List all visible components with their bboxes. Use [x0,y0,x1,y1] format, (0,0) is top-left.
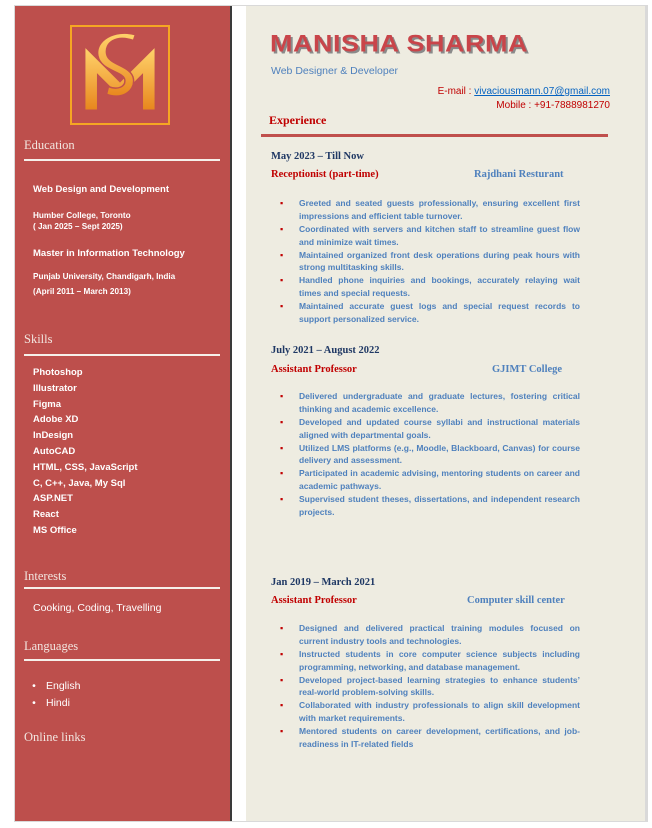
bullet-icon: ▪ [280,674,284,685]
education-school-1: Humber College, Toronto [33,211,131,220]
job-duty-text: Instructed students in core computer science subjects including programming, networking, and database management. [299,648,580,672]
candidate-title: Web Designer & Developer [271,65,399,77]
education-rule [24,159,220,161]
job-dates: July 2021 – August 2022 [271,345,380,356]
job-duties-list [280,390,580,519]
job-duty [280,249,580,275]
skill-item: AutoCAD [33,445,76,457]
bullet-icon: ▪ [280,391,284,401]
job-duties-list [280,622,580,751]
job-duty-text: Greeted and seated guests professionally, ensuring excellent first impressions and efficient table turnover. [299,198,580,221]
languages-heading: Languages [24,639,79,653]
job-duty [280,699,580,725]
job-duty-text: Mentored students on career development, certifications, and job-readiness in IT-related fields [299,726,580,749]
skill-item: MS Office [33,524,77,536]
job-duty [280,648,580,674]
bullet-icon: ▪ [280,223,284,234]
education-degree-1: Web Design and Development [33,184,170,195]
job-duty-text: Maintained accurate guest logs and special request records to support personalized service. [299,301,580,324]
email-line [438,86,610,97]
main-content [246,6,645,821]
skill-item: Adobe XD [33,414,79,426]
bullet-icon: ▪ [280,442,284,453]
skill-item: ASP.NET [33,493,73,505]
job-organization: GJIMT College [492,364,563,375]
bullet-icon: ▪ [280,700,284,711]
language-item [29,695,80,712]
job-duty-text: Supervised student theses, dissertations, and independent research projects. [299,494,580,517]
skill-item: React [33,509,59,521]
skill-item: Figma [33,398,61,410]
experience-rule [261,134,608,137]
job-organization: Computer skill center [467,595,565,606]
bullet-icon: ▪ [280,623,284,633]
job-role: Assistant Professor [271,595,357,606]
bullet-icon: ▪ [280,494,284,505]
mobile-line: Mobile : +91-7888981270 [496,100,610,111]
monogram-logo-graphic [72,27,168,123]
interests-heading: Interests [24,569,67,583]
job-duty [280,197,580,223]
job-duty-text: Participated in academic advising, mentoring students on career and academic pathways. [299,468,580,492]
job-dates: Jan 2019 – March 2021 [271,577,376,588]
language-item [29,678,80,695]
candidate-name: MANISHA SHARMA [270,30,528,57]
education-dates-2: (April 2011 – March 2013) [33,287,131,296]
job-duty-text: Developed project-based learning strategies to enhance students’ real-world problem-solving skills. [299,674,580,698]
job-duty [280,416,580,442]
online-links-heading: Online links [24,730,86,744]
bullet-icon: • [32,697,36,709]
bullet-icon: ▪ [280,416,284,427]
skills-heading: Skills [24,332,53,346]
skill-item: InDesign [33,430,74,442]
bullet-icon: ▪ [280,249,284,260]
education-dates-1: ( Jan 2025 – Sept 2025) [33,222,123,231]
interests-rule [24,587,220,589]
email-label: E-mail : [437,86,475,97]
bullet-icon: ▪ [280,648,284,659]
skill-item: Photoshop [33,367,83,378]
job-duty [280,390,580,416]
email-link[interactable]: vivaciousmann.07@gmail.com [474,86,610,97]
skills-rule [24,354,220,356]
languages-list [29,678,80,712]
job-duty-text: Delivered undergraduate and graduate lectures, fostering critical thinking and academic excellence. [299,391,580,414]
job-duty [280,442,580,468]
job-duty [280,274,580,300]
skill-item: HTML, CSS, JavaScript [33,461,138,473]
skills-list [33,365,138,539]
languages-rule [24,659,220,661]
bullet-icon: ▪ [280,468,284,479]
bullet-icon: ▪ [280,726,284,737]
language-label: English [46,680,81,692]
job-duty [280,493,580,519]
job-duty [280,223,580,249]
interests-text: Cooking, Coding, Travelling [33,602,162,614]
job-duty [280,467,580,493]
education-heading: Education [24,138,75,152]
job-duty [280,300,580,326]
bullet-icon: ▪ [280,301,284,312]
sidebar [15,6,230,821]
job-organization: Rajdhani Resturant [474,169,564,180]
experience-heading: Experience [269,113,327,127]
job-duty-text: Collaborated with industry professionals to align skill development with market requirements. [299,700,580,724]
job-duty-text: Developed and updated course syllabi and instructional materials aligned with departmental goals. [299,416,580,440]
job-dates: May 2023 – Till Now [271,151,364,162]
job-role: Receptionist (part-time) [271,169,379,180]
job-duties-list [280,197,580,326]
job-duty-text: Utilized LMS platforms (e.g., Moodle, Blackboard, Canvas) for course delivery and assessment. [299,442,580,466]
skill-item: Illustrator [33,382,77,394]
job-duty [280,622,580,648]
job-role: Assistant Professor [271,364,357,375]
education-school-2: Punjab University, Chandigarh, India [33,272,176,281]
skill-item: C, C++, Java, My Sql [33,477,126,489]
monogram-logo [70,25,170,125]
job-duty [280,725,580,751]
job-duty [280,674,580,700]
language-label: Hindi [46,697,70,709]
bullet-icon: ▪ [280,275,284,286]
education-degree-2: Master in Information Technology [33,248,185,259]
bullet-icon: ▪ [280,198,284,208]
job-duty-text: Handled phone inquiries and bookings, accurately relaying wait times and special requests. [299,275,580,299]
job-duty-text: Maintained organized front desk operations during peak hours with strong multitasking skills. [299,249,580,273]
job-duty-text: Designed and delivered practical training modules focused on current industry tools and technologies. [299,623,580,646]
bullet-icon: • [32,680,36,692]
job-duty-text: Coordinated with servers and kitchen staff to streamline guest flow and minimize wait times. [299,223,580,247]
